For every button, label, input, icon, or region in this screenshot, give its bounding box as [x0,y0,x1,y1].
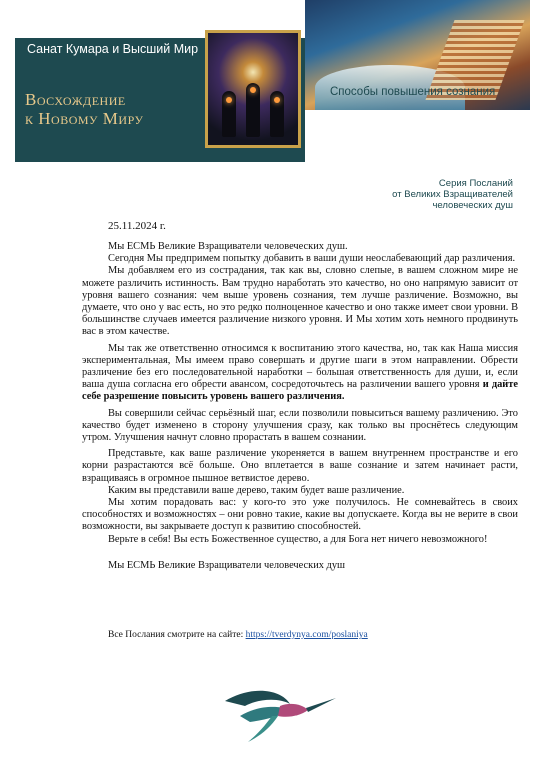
hero-image [205,30,301,148]
hero-title-line1: Восхождение [25,90,126,109]
document-body [82,241,518,572]
header-banner [15,38,530,162]
body-shape [278,704,308,717]
paragraph: Мы добавляем его из сострадания, так как вы, словно слепые, в вашем сложном мире не можете различить истинность. Вам трудно наработать это качество, но оно напрямую зависит от уровня вашего сознания: чем выше уровень сознания, тем лучше различение. Возможно, вы думаете, что оно у вас есть, но это редко полноценное качество и оно также имеет свои уровни. В большинстве случаев имеется различение низкого уровня. И Мы хотим хоть немного продвинуть вас в этом качестве. [82,265,518,338]
paragraph: Сегодня Мы предпримем попытку добавить в ваши души неослабевающий дар различения. [108,253,516,265]
paragraph: Мы хотим порадовать вас: у кого-то это уже получилось. Не сомневайтесь в своих способностях и возможностях – они ровно такие, какие вы допускаете. Когда вы не верите в свои возможности, вы закрываете доступ к развитию способностей. [82,497,518,533]
series-caption [392,178,513,211]
glow-dot [226,97,232,103]
paragraph-bold-text: и дайте себе разрешение повысить уровень вашего различения. [82,379,518,403]
hero-title [25,90,143,128]
glow-dot [274,97,280,103]
paragraph: Вы совершили сейчас серьёзный шаг, если позволили повыситься вашему различению. Это качество будет изменено в сторону улучшения сразу, как только вы проснётесь следующим утром. Улучшения начнут словно прорастать в вашем сознании. [82,407,518,444]
site-title: Санат Кумара и Высший Мир [27,42,199,56]
series-line1: Серия Посланий [438,178,513,189]
paragraph: Мы ЕСМЬ Великие Взращиватели человеческих душ. [108,241,348,252]
subtitle: Способы повышения сознания [330,86,496,98]
hero-title-line2: к Новому Миру [25,109,144,128]
paragraph [82,343,518,404]
beak-shape [306,698,336,712]
paragraph: Представьте, как ваше различение укореняется в вашем внутреннем пространстве и его корни разрастаются всё больше. Оно вплетается в ваше сознание и затем начинает расти, взращиваясь в огромное пышное ветвистое дерево. [82,448,518,484]
paragraph: Верьте в себя! Вы есть Божественное существо, а для Бога нет ничего невозможного! [108,533,488,545]
document-date: 25.11.2024 г. [108,220,166,232]
footer-link[interactable]: https://tverdynya.com/poslaniya [245,630,368,640]
footer [108,630,368,640]
series-line2: от Великих Взращивателей [392,189,513,200]
wing-shape [225,691,290,706]
paragraph-text: Мы так же ответственно относимся к воспитанию этого качества, но, так как Наша миссия экспериментальная, Мы имеем право совершать и другие шаги в этом направлении. Обрести различение без его последовательной наработки – большая ответственность для души, и, если ваша душа согласна его обрести авансом, сосредоточьтесь на различении вашего уровня [82,342,518,391]
footer-label: Все Послания смотрите на сайте: [108,630,244,640]
subtitle-box [305,110,530,162]
paragraph: Каким вы представили ваше дерево, таким будет ваше различение. [108,484,405,496]
glow-dot [250,87,256,93]
signature: Мы ЕСМЬ Великие Взращиватели человеческих душ [108,559,346,571]
hummingbird-logo [220,676,340,746]
series-line3: человеческих душ [432,200,513,211]
